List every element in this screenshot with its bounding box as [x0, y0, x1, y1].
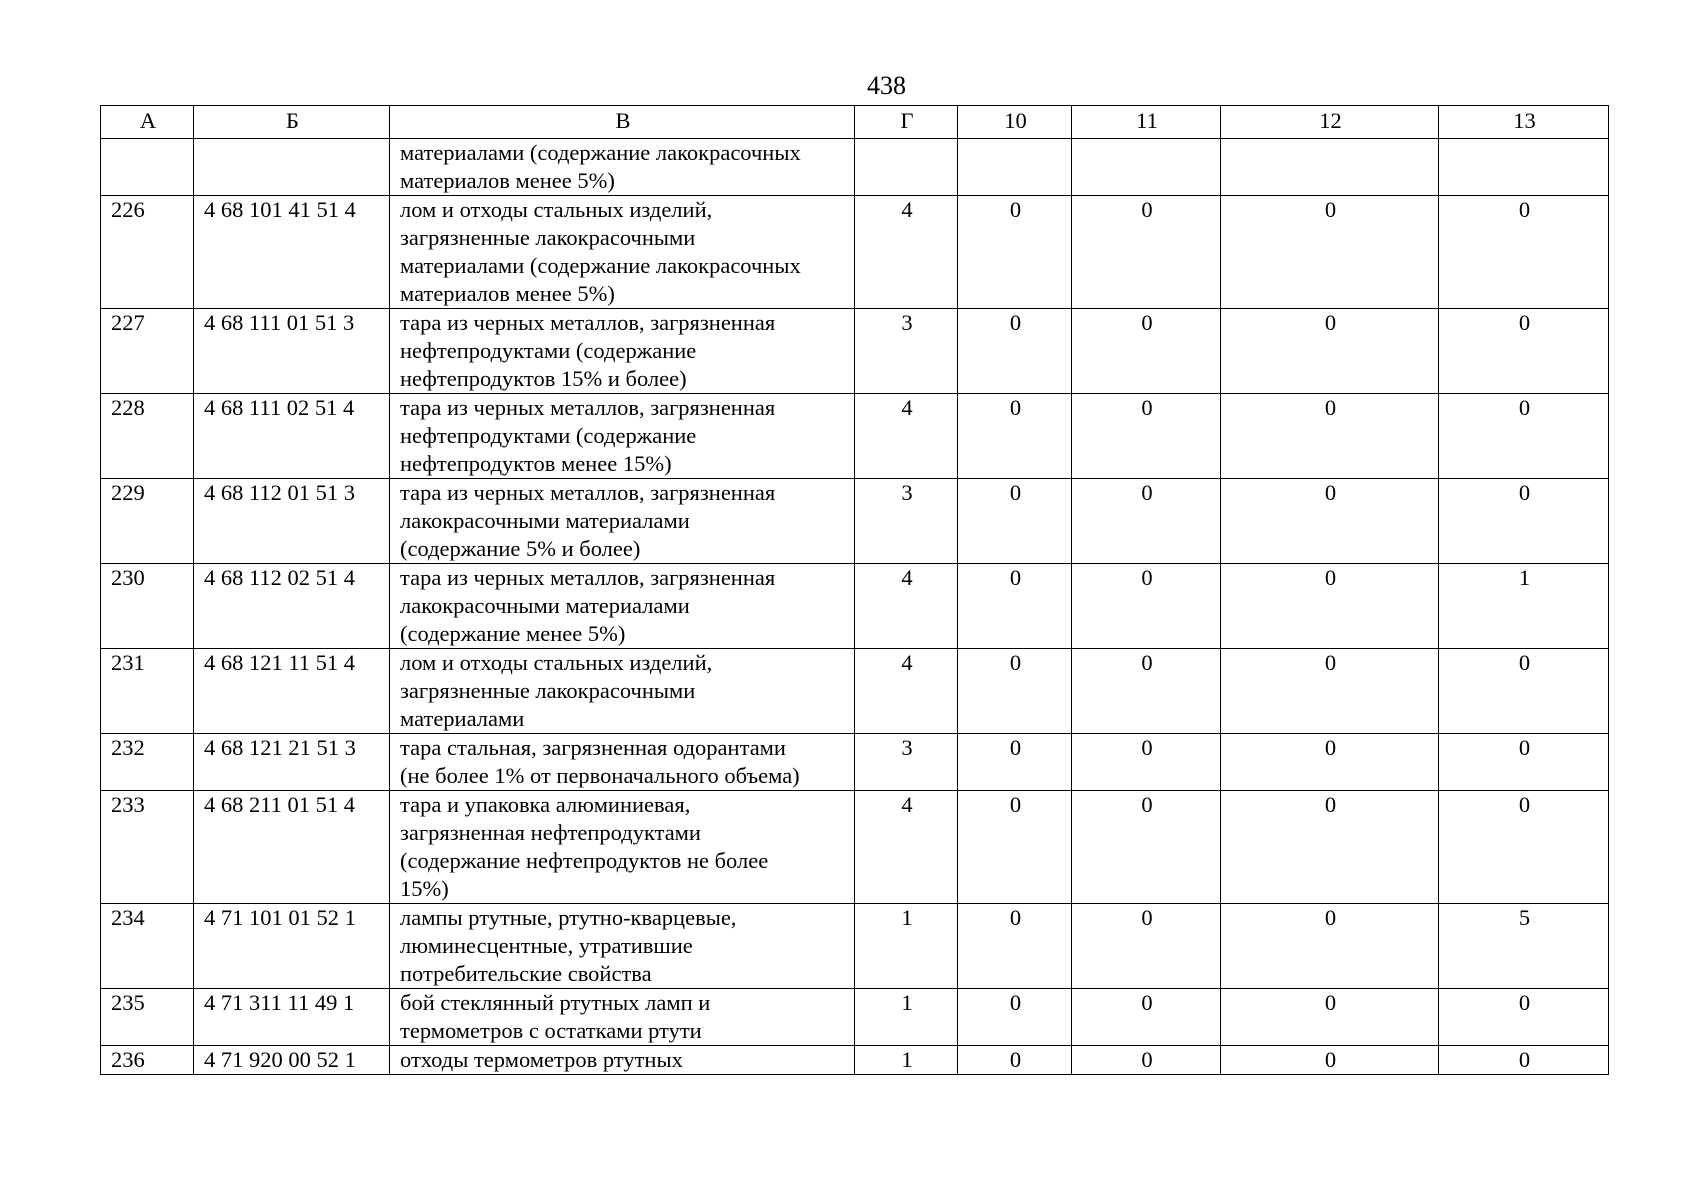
- table-row: [101, 139, 1609, 196]
- cell-col-13: 0: [1439, 734, 1609, 791]
- cell-hazard-class: 1: [855, 1046, 958, 1075]
- cell-col-13: 0: [1439, 196, 1609, 309]
- cell-hazard-class: 1: [855, 904, 958, 989]
- cell-description: лампы ртутные, ртутно-кварцевые, люминесцентные, утратившие потребительские свойства: [390, 904, 855, 989]
- cell-description: тара из черных металлов, загрязненная нефтепродуктами (содержание нефтепродуктов 15% и более): [390, 309, 855, 394]
- cell-hazard-class: 4: [855, 649, 958, 734]
- cell-hazard-class: 3: [855, 309, 958, 394]
- page-number: 438: [867, 71, 906, 100]
- column-header: 12: [1221, 106, 1439, 139]
- cell-col-10: 0: [958, 734, 1072, 791]
- cell-hazard-class: 4: [855, 196, 958, 309]
- cell-col-13: [1439, 139, 1609, 196]
- table-row: [101, 309, 1609, 394]
- column-header: А: [101, 106, 194, 139]
- cell-col-11: 0: [1072, 904, 1221, 989]
- cell-col-10: 0: [958, 1046, 1072, 1075]
- table-row: [101, 394, 1609, 479]
- cell-description: материалами (содержание лакокрасочных материалов менее 5%): [390, 139, 855, 196]
- cell-row-number: 231: [101, 649, 194, 734]
- cell-hazard-class: 3: [855, 734, 958, 791]
- table-row: [101, 904, 1609, 989]
- cell-code: 4 71 311 11 49 1: [194, 989, 390, 1046]
- cell-col-13: 0: [1439, 1046, 1609, 1075]
- cell-col-12: 0: [1221, 734, 1439, 791]
- cell-col-12: 0: [1221, 394, 1439, 479]
- cell-col-10: 0: [958, 989, 1072, 1046]
- cell-code: 4 71 101 01 52 1: [194, 904, 390, 989]
- cell-col-12: 0: [1221, 309, 1439, 394]
- cell-code: 4 68 101 41 51 4: [194, 196, 390, 309]
- cell-row-number: 227: [101, 309, 194, 394]
- column-header: 13: [1439, 106, 1609, 139]
- cell-description: тара из черных металлов, загрязненная лакокрасочными материалами (содержание 5% и более): [390, 479, 855, 564]
- cell-description: тара из черных металлов, загрязненная лакокрасочными материалами (содержание менее 5%): [390, 564, 855, 649]
- cell-col-11: [1072, 139, 1221, 196]
- cell-col-10: 0: [958, 196, 1072, 309]
- table-row: [101, 791, 1609, 904]
- cell-col-10: 0: [958, 904, 1072, 989]
- cell-col-11: 0: [1072, 309, 1221, 394]
- cell-col-10: 0: [958, 479, 1072, 564]
- cell-col-13: 0: [1439, 309, 1609, 394]
- cell-col-13: 5: [1439, 904, 1609, 989]
- table-row: [101, 196, 1609, 309]
- cell-code: 4 68 112 02 51 4: [194, 564, 390, 649]
- cell-row-number: 226: [101, 196, 194, 309]
- cell-col-11: 0: [1072, 394, 1221, 479]
- table-body: [101, 139, 1609, 1075]
- cell-col-11: 0: [1072, 196, 1221, 309]
- cell-col-11: 0: [1072, 989, 1221, 1046]
- cell-col-12: 0: [1221, 791, 1439, 904]
- cell-code: 4 68 111 01 51 3: [194, 309, 390, 394]
- cell-code: 4 71 920 00 52 1: [194, 1046, 390, 1075]
- table-row: [101, 479, 1609, 564]
- cell-row-number: 233: [101, 791, 194, 904]
- table-row: [101, 734, 1609, 791]
- cell-description: тара стальная, загрязненная одорантами (не более 1% от первоначального объема): [390, 734, 855, 791]
- cell-col-12: 0: [1221, 904, 1439, 989]
- table-row: [101, 564, 1609, 649]
- cell-col-12: 0: [1221, 1046, 1439, 1075]
- cell-hazard-class: 4: [855, 791, 958, 904]
- cell-row-number: 236: [101, 1046, 194, 1075]
- cell-col-10: 0: [958, 791, 1072, 904]
- cell-col-11: 0: [1072, 479, 1221, 564]
- cell-hazard-class: 3: [855, 479, 958, 564]
- cell-code: 4 68 121 21 51 3: [194, 734, 390, 791]
- cell-col-10: [958, 139, 1072, 196]
- cell-code: 4 68 111 02 51 4: [194, 394, 390, 479]
- cell-col-11: 0: [1072, 791, 1221, 904]
- cell-code: 4 68 112 01 51 3: [194, 479, 390, 564]
- column-header: Г: [855, 106, 958, 139]
- column-header: Б: [194, 106, 390, 139]
- cell-col-10: 0: [958, 649, 1072, 734]
- cell-col-12: 0: [1221, 479, 1439, 564]
- cell-hazard-class: 4: [855, 564, 958, 649]
- cell-col-12: 0: [1221, 989, 1439, 1046]
- cell-row-number: 230: [101, 564, 194, 649]
- table-row: [101, 649, 1609, 734]
- cell-code: [194, 139, 390, 196]
- table-row: [101, 1046, 1609, 1075]
- cell-hazard-class: 1: [855, 989, 958, 1046]
- cell-col-13: 0: [1439, 649, 1609, 734]
- cell-col-12: 0: [1221, 564, 1439, 649]
- column-header: В: [390, 106, 855, 139]
- table-row: [101, 989, 1609, 1046]
- cell-description: лом и отходы стальных изделий, загрязненные лакокрасочными материалами (содержание лакокрасочных материалов менее 5%): [390, 196, 855, 309]
- cell-col-11: 0: [1072, 649, 1221, 734]
- cell-col-12: [1221, 139, 1439, 196]
- cell-col-13: 0: [1439, 791, 1609, 904]
- cell-code: 4 68 121 11 51 4: [194, 649, 390, 734]
- cell-row-number: 232: [101, 734, 194, 791]
- cell-code: 4 68 211 01 51 4: [194, 791, 390, 904]
- column-header: 11: [1072, 106, 1221, 139]
- cell-row-number: 229: [101, 479, 194, 564]
- cell-col-10: 0: [958, 394, 1072, 479]
- cell-row-number: [101, 139, 194, 196]
- cell-description: тара и упаковка алюминиевая, загрязненная нефтепродуктами (содержание нефтепродуктов не более 15%): [390, 791, 855, 904]
- cell-row-number: 234: [101, 904, 194, 989]
- cell-col-13: 0: [1439, 394, 1609, 479]
- cell-description: лом и отходы стальных изделий, загрязненные лакокрасочными материалами: [390, 649, 855, 734]
- cell-col-11: 0: [1072, 564, 1221, 649]
- cell-col-12: 0: [1221, 196, 1439, 309]
- cell-row-number: 235: [101, 989, 194, 1046]
- cell-col-11: 0: [1072, 1046, 1221, 1075]
- cell-col-10: 0: [958, 564, 1072, 649]
- cell-description: отходы термометров ртутных: [390, 1046, 855, 1075]
- cell-col-12: 0: [1221, 649, 1439, 734]
- column-header: 10: [958, 106, 1072, 139]
- cell-hazard-class: [855, 139, 958, 196]
- cell-description: бой стеклянный ртутных ламп и термометров с остатками ртути: [390, 989, 855, 1046]
- cell-col-13: 0: [1439, 989, 1609, 1046]
- table-header-row: [101, 106, 1609, 139]
- waste-table: [100, 105, 1609, 1075]
- cell-col-11: 0: [1072, 734, 1221, 791]
- cell-description: тара из черных металлов, загрязненная нефтепродуктами (содержание нефтепродуктов менее 15%): [390, 394, 855, 479]
- cell-col-10: 0: [958, 309, 1072, 394]
- cell-col-13: 1: [1439, 564, 1609, 649]
- cell-row-number: 228: [101, 394, 194, 479]
- cell-col-13: 0: [1439, 479, 1609, 564]
- cell-hazard-class: 4: [855, 394, 958, 479]
